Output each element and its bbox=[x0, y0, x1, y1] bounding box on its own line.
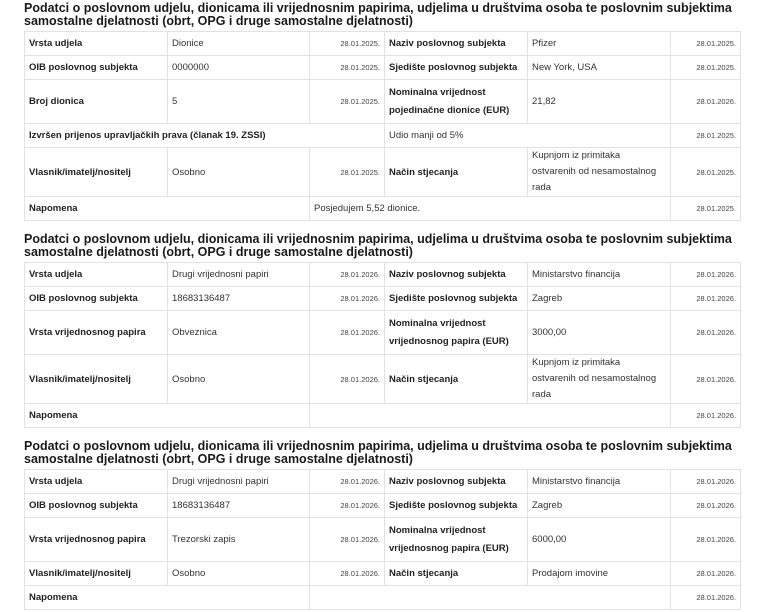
oib-date: 28.01.2025. bbox=[310, 56, 385, 80]
vrsta-papira-value: Trezorski zapis bbox=[168, 518, 310, 562]
vrsta-udjela-date: 28.01.2026. bbox=[310, 470, 385, 494]
vrsta-udjela-value: Dionice bbox=[168, 32, 310, 56]
sjediste-value: New York, USA bbox=[528, 56, 671, 80]
table-row bbox=[25, 355, 741, 404]
table-row bbox=[25, 80, 741, 124]
nominalna-label: Nominalna vrijednost vrijednosnog papira (EUR) bbox=[385, 518, 528, 562]
vlasnik-value: Osobno bbox=[168, 355, 310, 404]
table-row bbox=[25, 287, 741, 311]
oib-value: 0000000 bbox=[168, 56, 310, 80]
napomena-date: 28.01.2026. bbox=[671, 586, 741, 610]
naziv-value: Pfizer bbox=[528, 32, 671, 56]
vrsta-papira-label: Vrsta vrijednosnog papira bbox=[25, 311, 168, 355]
oib-value: 18683136487 bbox=[168, 287, 310, 311]
prijenos-label: Izvršen prijenos upravljačkih prava (članak 19. ZSSI) bbox=[25, 124, 385, 148]
vrsta-udjela-date: 28.01.2026. bbox=[310, 263, 385, 287]
sjediste-label: Sjedište poslovnog subjekta bbox=[385, 287, 528, 311]
nacin-date: 28.01.2026. bbox=[671, 562, 741, 586]
naziv-date: 28.01.2026. bbox=[671, 263, 741, 287]
section-2 bbox=[24, 233, 740, 428]
sjediste-label: Sjedište poslovnog subjekta bbox=[385, 494, 528, 518]
oib-label: OIB poslovnog subjekta bbox=[25, 56, 168, 80]
napomena-label: Napomena bbox=[25, 197, 310, 221]
table-row bbox=[25, 470, 741, 494]
vrsta-papira-date: 28.01.2026. bbox=[310, 518, 385, 562]
section-title: Podatci o poslovnom udjelu, dionicama ili vrijednosnim papirima, udjelima u društvima osoba te poslovnim subjektima samostalne djelatnosti (obrt, OPG i druge samostalne djelatnosti) bbox=[24, 232, 732, 259]
oib-label: OIB poslovnog subjekta bbox=[25, 287, 168, 311]
naziv-value: Ministarstvo financija bbox=[528, 470, 671, 494]
nominalna-date: 28.01.2026. bbox=[671, 518, 741, 562]
napomena-date: 28.01.2026. bbox=[671, 404, 741, 428]
vlasnik-date: 28.01.2026. bbox=[310, 562, 385, 586]
sjediste-value: Zagreb bbox=[528, 287, 671, 311]
vrsta-udjela-date: 28.01.2025. bbox=[310, 32, 385, 56]
nominalna-value: 3000,00 bbox=[528, 311, 671, 355]
table-row bbox=[25, 586, 741, 610]
holding-table bbox=[24, 31, 741, 221]
oib-label: OIB poslovnog subjekta bbox=[25, 494, 168, 518]
vrsta-udjela-value: Drugi vrijednosni papiri bbox=[168, 470, 310, 494]
nominalna-date: 28.01.2026. bbox=[671, 311, 741, 355]
holding-table bbox=[24, 262, 741, 428]
naziv-label: Naziv poslovnog subjekta bbox=[385, 263, 528, 287]
vrsta-papira-label: Vrsta vrijednosnog papira bbox=[25, 518, 168, 562]
vlasnik-label: Vlasnik/imatelj/nositelj bbox=[25, 562, 168, 586]
napomena-value: Posjedujem 5,52 dionice. bbox=[310, 197, 671, 221]
vrsta-udjela-value: Drugi vrijednosni papiri bbox=[168, 263, 310, 287]
table-row bbox=[25, 56, 741, 80]
section-3 bbox=[24, 440, 740, 610]
holding-table bbox=[24, 469, 741, 610]
sjediste-date: 28.01.2026. bbox=[671, 287, 741, 311]
naziv-date: 28.01.2025. bbox=[671, 32, 741, 56]
vlasnik-value: Osobno bbox=[168, 562, 310, 586]
vlasnik-label: Vlasnik/imatelj/nositelj bbox=[25, 355, 168, 404]
nominalna-date: 28.01.2026. bbox=[671, 80, 741, 124]
vrsta-udjela-label: Vrsta udjela bbox=[25, 32, 168, 56]
vrsta-udjela-label: Vrsta udjela bbox=[25, 263, 168, 287]
table-row bbox=[25, 197, 741, 221]
oib-date: 28.01.2026. bbox=[310, 287, 385, 311]
naziv-label: Naziv poslovnog subjekta bbox=[385, 470, 528, 494]
sjediste-label: Sjedište poslovnog subjekta bbox=[385, 56, 528, 80]
vlasnik-date: 28.01.2025. bbox=[310, 148, 385, 197]
vlasnik-label: Vlasnik/imatelj/nositelj bbox=[25, 148, 168, 197]
napomena-label: Napomena bbox=[25, 586, 310, 610]
nacin-label: Način stjecanja bbox=[385, 148, 528, 197]
oib-date: 28.01.2026. bbox=[310, 494, 385, 518]
table-row bbox=[25, 562, 741, 586]
nacin-label: Način stjecanja bbox=[385, 355, 528, 404]
vrsta-papira-date: 28.01.2026. bbox=[310, 311, 385, 355]
napomena-value bbox=[310, 404, 671, 428]
section-1 bbox=[24, 2, 740, 221]
sjediste-value: Zagreb bbox=[528, 494, 671, 518]
vlasnik-date: 28.01.2026. bbox=[310, 355, 385, 404]
nominalna-label: Nominalna vrijednost pojedinačne dionice (EUR) bbox=[385, 80, 528, 124]
nacin-value: Prodajom imovine bbox=[528, 562, 671, 586]
table-row bbox=[25, 32, 741, 56]
table-row bbox=[25, 494, 741, 518]
vrsta-papira-value: Obveznica bbox=[168, 311, 310, 355]
nacin-date: 28.01.2025. bbox=[671, 148, 741, 197]
table-row bbox=[25, 124, 741, 148]
vrsta-udjela-label: Vrsta udjela bbox=[25, 470, 168, 494]
naziv-date: 28.01.2026. bbox=[671, 470, 741, 494]
table-row bbox=[25, 404, 741, 428]
table-row bbox=[25, 148, 741, 197]
napomena-label: Napomena bbox=[25, 404, 310, 428]
nacin-value: Kupnjom iz primitaka ostvarenih od nesamostalnog rada bbox=[528, 355, 671, 404]
table-row bbox=[25, 518, 741, 562]
broj-dionica-label: Broj dionica bbox=[25, 80, 168, 124]
nominalna-value: 6000,00 bbox=[528, 518, 671, 562]
section-title: Podatci o poslovnom udjelu, dionicama ili vrijednosnim papirima, udjelima u društvima osoba te poslovnim subjektima samostalne djelatnosti (obrt, OPG i druge samostalne djelatnosti) bbox=[24, 1, 732, 28]
nominalna-label: Nominalna vrijednost vrijednosnog papira (EUR) bbox=[385, 311, 528, 355]
prijenos-date: 28.01.2025. bbox=[671, 124, 741, 148]
table-row bbox=[25, 311, 741, 355]
nacin-value: Kupnjom iz primitaka ostvarenih od nesamostalnog rada bbox=[528, 148, 671, 197]
broj-dionica-value: 5 bbox=[168, 80, 310, 124]
vlasnik-value: Osobno bbox=[168, 148, 310, 197]
sjediste-date: 28.01.2026. bbox=[671, 494, 741, 518]
naziv-label: Naziv poslovnog subjekta bbox=[385, 32, 528, 56]
napomena-value bbox=[310, 586, 671, 610]
napomena-date: 28.01.2025. bbox=[671, 197, 741, 221]
oib-value: 18683136487 bbox=[168, 494, 310, 518]
nacin-date: 28.01.2026. bbox=[671, 355, 741, 404]
sjediste-date: 28.01.2025. bbox=[671, 56, 741, 80]
broj-dionica-date: 28.01.2025. bbox=[310, 80, 385, 124]
section-title: Podatci o poslovnom udjelu, dionicama ili vrijednosnim papirima, udjelima u društvima osoba te poslovnim subjektima samostalne djelatnosti (obrt, OPG i druge samostalne djelatnosti) bbox=[24, 439, 732, 466]
nacin-label: Način stjecanja bbox=[385, 562, 528, 586]
table-row bbox=[25, 263, 741, 287]
prijenos-value: Udio manji od 5% bbox=[385, 124, 671, 148]
nominalna-value: 21,82 bbox=[528, 80, 671, 124]
naziv-value: Ministarstvo financija bbox=[528, 263, 671, 287]
